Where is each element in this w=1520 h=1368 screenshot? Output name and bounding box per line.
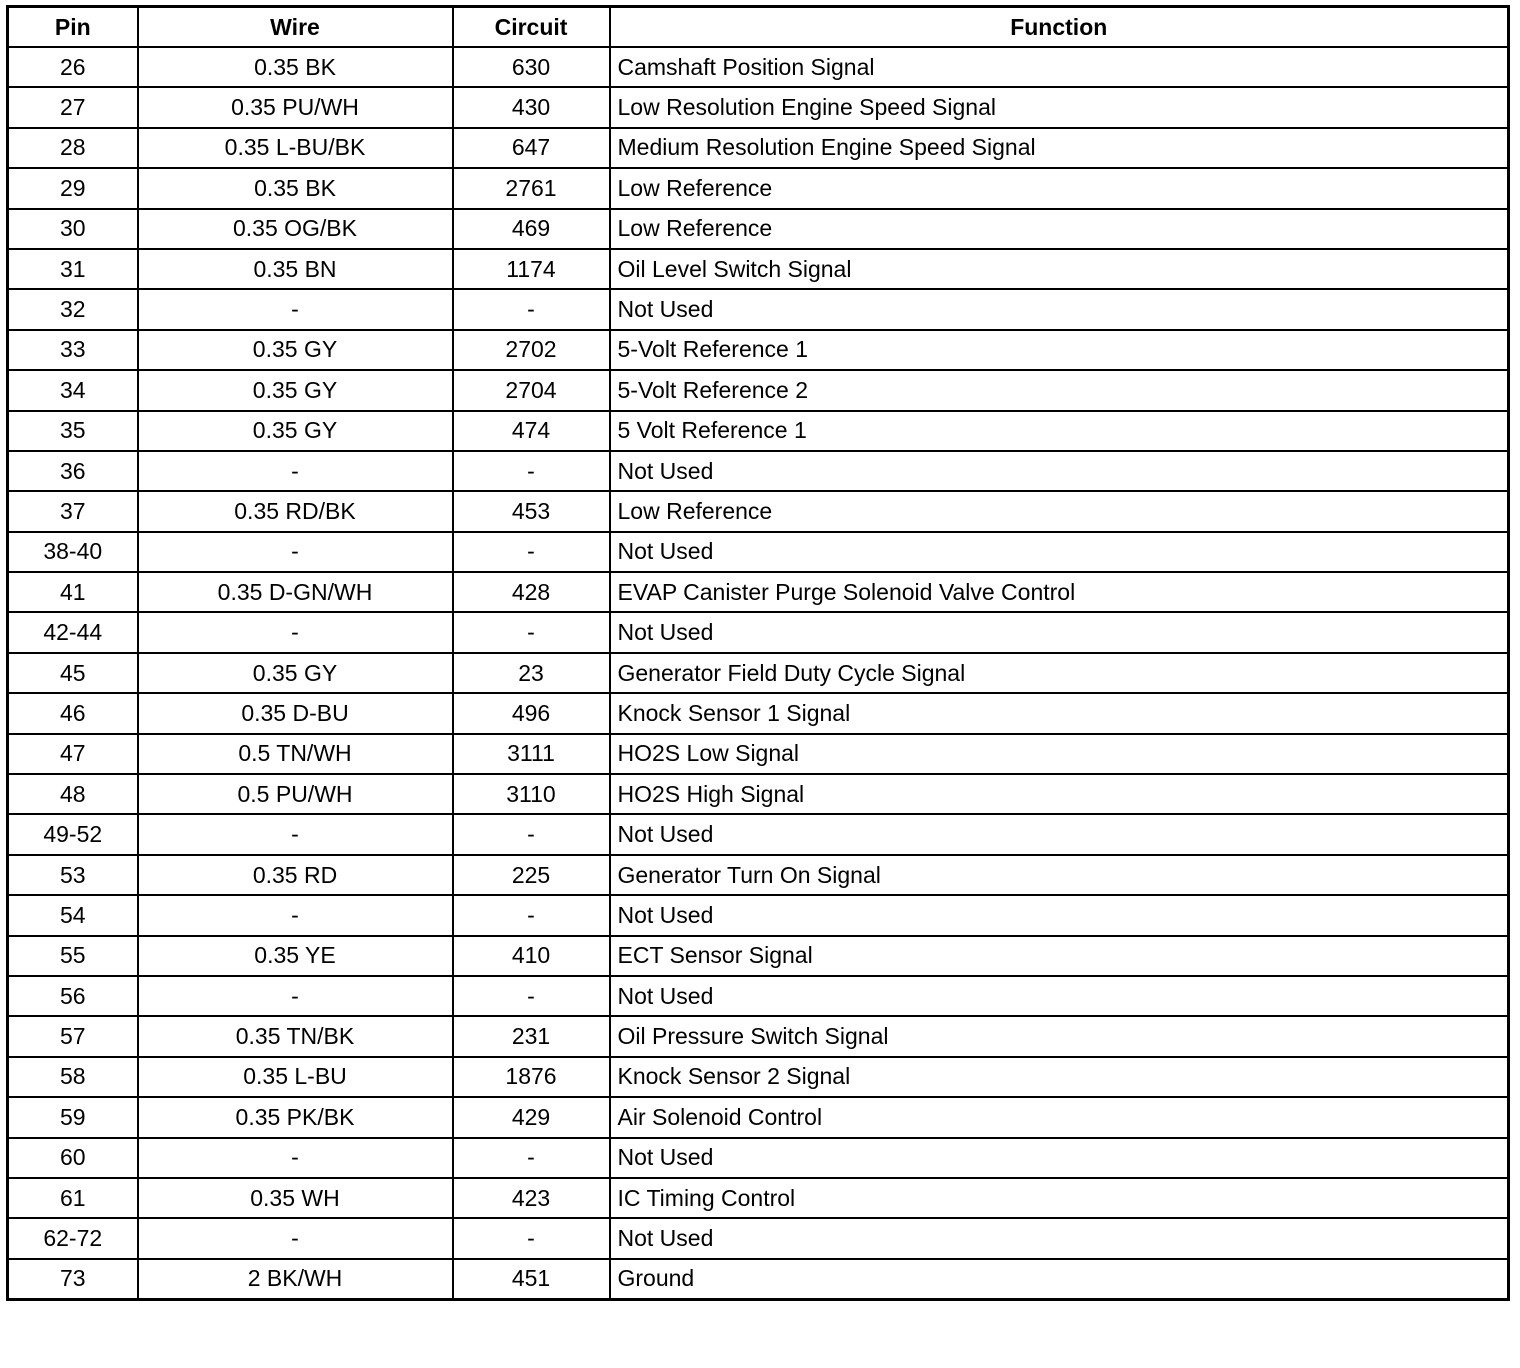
table-row: [8, 653, 1509, 693]
cell-wire: -: [138, 1138, 453, 1178]
cell-circuit: 3110: [453, 774, 610, 814]
connector-pinout-table-container: [6, 5, 1510, 1301]
cell-wire: 0.5 TN/WH: [138, 734, 453, 774]
header-circuit: Circuit: [453, 7, 610, 48]
cell-pin: 73: [8, 1259, 138, 1300]
cell-pin: 54: [8, 895, 138, 935]
cell-wire: 0.35 TN/BK: [138, 1016, 453, 1056]
cell-circuit: -: [453, 451, 610, 491]
cell-function: Not Used: [610, 1138, 1509, 1178]
table-header: [8, 7, 1509, 48]
cell-wire: 0.35 L-BU/BK: [138, 128, 453, 168]
cell-pin: 38-40: [8, 532, 138, 572]
cell-function: Air Solenoid Control: [610, 1097, 1509, 1137]
cell-pin: 45: [8, 653, 138, 693]
cell-wire: 0.35 RD: [138, 855, 453, 895]
cell-wire: 0.35 YE: [138, 936, 453, 976]
cell-circuit: 630: [453, 47, 610, 87]
table-row: [8, 814, 1509, 854]
cell-pin: 34: [8, 370, 138, 410]
cell-function: Oil Level Switch Signal: [610, 249, 1509, 289]
cell-circuit: -: [453, 976, 610, 1016]
table-row: [8, 1218, 1509, 1258]
table-row: [8, 976, 1509, 1016]
cell-circuit: 225: [453, 855, 610, 895]
table-row: [8, 612, 1509, 652]
cell-wire: 0.35 D-GN/WH: [138, 572, 453, 612]
cell-pin: 47: [8, 734, 138, 774]
cell-function: 5 Volt Reference 1: [610, 411, 1509, 451]
cell-function: Ground: [610, 1259, 1509, 1300]
header-row: [8, 7, 1509, 48]
cell-circuit: 23: [453, 653, 610, 693]
cell-function: 5-Volt Reference 1: [610, 330, 1509, 370]
cell-wire: 0.35 GY: [138, 330, 453, 370]
cell-pin: 26: [8, 47, 138, 87]
table-row: [8, 855, 1509, 895]
cell-wire: -: [138, 612, 453, 652]
cell-circuit: -: [453, 895, 610, 935]
cell-wire: -: [138, 814, 453, 854]
cell-function: Not Used: [610, 451, 1509, 491]
cell-wire: 0.35 BK: [138, 47, 453, 87]
cell-pin: 56: [8, 976, 138, 1016]
cell-circuit: -: [453, 532, 610, 572]
cell-wire: 0.5 PU/WH: [138, 774, 453, 814]
table-body: [8, 47, 1509, 1300]
cell-function: Not Used: [610, 1218, 1509, 1258]
cell-function: Oil Pressure Switch Signal: [610, 1016, 1509, 1056]
cell-function: Generator Turn On Signal: [610, 855, 1509, 895]
table-row: [8, 370, 1509, 410]
cell-wire: 2 BK/WH: [138, 1259, 453, 1300]
table-row: [8, 491, 1509, 531]
cell-pin: 31: [8, 249, 138, 289]
header-function: Function: [610, 7, 1509, 48]
cell-pin: 33: [8, 330, 138, 370]
cell-pin: 55: [8, 936, 138, 976]
table-row: [8, 774, 1509, 814]
cell-function: Low Reference: [610, 491, 1509, 531]
cell-function: Not Used: [610, 289, 1509, 329]
cell-function: Camshaft Position Signal: [610, 47, 1509, 87]
cell-pin: 27: [8, 87, 138, 127]
connector-pinout-table: [6, 5, 1510, 1301]
cell-pin: 29: [8, 168, 138, 208]
cell-function: Knock Sensor 2 Signal: [610, 1057, 1509, 1097]
table-row: [8, 289, 1509, 329]
cell-circuit: 423: [453, 1178, 610, 1218]
cell-function: Not Used: [610, 532, 1509, 572]
table-row: [8, 572, 1509, 612]
cell-wire: 0.35 PU/WH: [138, 87, 453, 127]
table-row: [8, 693, 1509, 733]
cell-circuit: -: [453, 1138, 610, 1178]
cell-circuit: 1876: [453, 1057, 610, 1097]
cell-wire: 0.35 GY: [138, 653, 453, 693]
cell-circuit: 647: [453, 128, 610, 168]
table-row: [8, 1097, 1509, 1137]
cell-wire: 0.35 RD/BK: [138, 491, 453, 531]
cell-function: Knock Sensor 1 Signal: [610, 693, 1509, 733]
cell-circuit: 469: [453, 209, 610, 249]
cell-pin: 37: [8, 491, 138, 531]
cell-function: IC Timing Control: [610, 1178, 1509, 1218]
cell-wire: 0.35 GY: [138, 370, 453, 410]
table-row: [8, 209, 1509, 249]
cell-wire: -: [138, 451, 453, 491]
cell-circuit: 231: [453, 1016, 610, 1056]
cell-function: Not Used: [610, 612, 1509, 652]
cell-function: EVAP Canister Purge Solenoid Valve Control: [610, 572, 1509, 612]
cell-circuit: 429: [453, 1097, 610, 1137]
cell-pin: 60: [8, 1138, 138, 1178]
cell-circuit: -: [453, 612, 610, 652]
table-row: [8, 451, 1509, 491]
cell-circuit: 428: [453, 572, 610, 612]
header-pin: Pin: [8, 7, 138, 48]
table-row: [8, 411, 1509, 451]
cell-function: HO2S High Signal: [610, 774, 1509, 814]
cell-pin: 28: [8, 128, 138, 168]
table-row: [8, 1259, 1509, 1300]
cell-wire: 0.35 BN: [138, 249, 453, 289]
cell-wire: 0.35 D-BU: [138, 693, 453, 733]
table-row: [8, 895, 1509, 935]
table-row: [8, 128, 1509, 168]
cell-function: Generator Field Duty Cycle Signal: [610, 653, 1509, 693]
cell-function: Low Reference: [610, 209, 1509, 249]
table-row: [8, 734, 1509, 774]
cell-function: Medium Resolution Engine Speed Signal: [610, 128, 1509, 168]
cell-function: Not Used: [610, 814, 1509, 854]
cell-function: 5-Volt Reference 2: [610, 370, 1509, 410]
cell-circuit: 474: [453, 411, 610, 451]
cell-function: ECT Sensor Signal: [610, 936, 1509, 976]
cell-pin: 36: [8, 451, 138, 491]
cell-function: Low Reference: [610, 168, 1509, 208]
cell-wire: -: [138, 532, 453, 572]
cell-wire: -: [138, 895, 453, 935]
table-row: [8, 168, 1509, 208]
table-row: [8, 1016, 1509, 1056]
table-row: [8, 1178, 1509, 1218]
cell-pin: 61: [8, 1178, 138, 1218]
cell-pin: 58: [8, 1057, 138, 1097]
table-row: [8, 532, 1509, 572]
table-row: [8, 1138, 1509, 1178]
cell-pin: 57: [8, 1016, 138, 1056]
cell-pin: 30: [8, 209, 138, 249]
cell-wire: 0.35 GY: [138, 411, 453, 451]
cell-pin: 46: [8, 693, 138, 733]
cell-wire: 0.35 BK: [138, 168, 453, 208]
cell-pin: 48: [8, 774, 138, 814]
cell-function: Not Used: [610, 895, 1509, 935]
cell-circuit: 2702: [453, 330, 610, 370]
cell-circuit: 3111: [453, 734, 610, 774]
cell-circuit: 430: [453, 87, 610, 127]
cell-function: Low Resolution Engine Speed Signal: [610, 87, 1509, 127]
cell-circuit: -: [453, 289, 610, 329]
cell-wire: 0.35 OG/BK: [138, 209, 453, 249]
cell-pin: 35: [8, 411, 138, 451]
table-row: [8, 936, 1509, 976]
cell-circuit: 496: [453, 693, 610, 733]
cell-pin: 59: [8, 1097, 138, 1137]
cell-function: Not Used: [610, 976, 1509, 1016]
cell-wire: -: [138, 1218, 453, 1258]
cell-wire: -: [138, 289, 453, 329]
cell-circuit: 410: [453, 936, 610, 976]
cell-circuit: -: [453, 1218, 610, 1258]
cell-circuit: 453: [453, 491, 610, 531]
cell-pin: 53: [8, 855, 138, 895]
cell-pin: 62-72: [8, 1218, 138, 1258]
cell-wire: 0.35 L-BU: [138, 1057, 453, 1097]
table-row: [8, 249, 1509, 289]
cell-circuit: 2761: [453, 168, 610, 208]
table-row: [8, 47, 1509, 87]
cell-circuit: 2704: [453, 370, 610, 410]
cell-function: HO2S Low Signal: [610, 734, 1509, 774]
cell-wire: 0.35 PK/BK: [138, 1097, 453, 1137]
cell-circuit: 1174: [453, 249, 610, 289]
cell-pin: 32: [8, 289, 138, 329]
table-row: [8, 330, 1509, 370]
cell-circuit: -: [453, 814, 610, 854]
cell-wire: -: [138, 976, 453, 1016]
cell-pin: 42-44: [8, 612, 138, 652]
table-row: [8, 87, 1509, 127]
cell-circuit: 451: [453, 1259, 610, 1300]
cell-pin: 49-52: [8, 814, 138, 854]
header-wire: Wire: [138, 7, 453, 48]
cell-wire: 0.35 WH: [138, 1178, 453, 1218]
table-row: [8, 1057, 1509, 1097]
cell-pin: 41: [8, 572, 138, 612]
